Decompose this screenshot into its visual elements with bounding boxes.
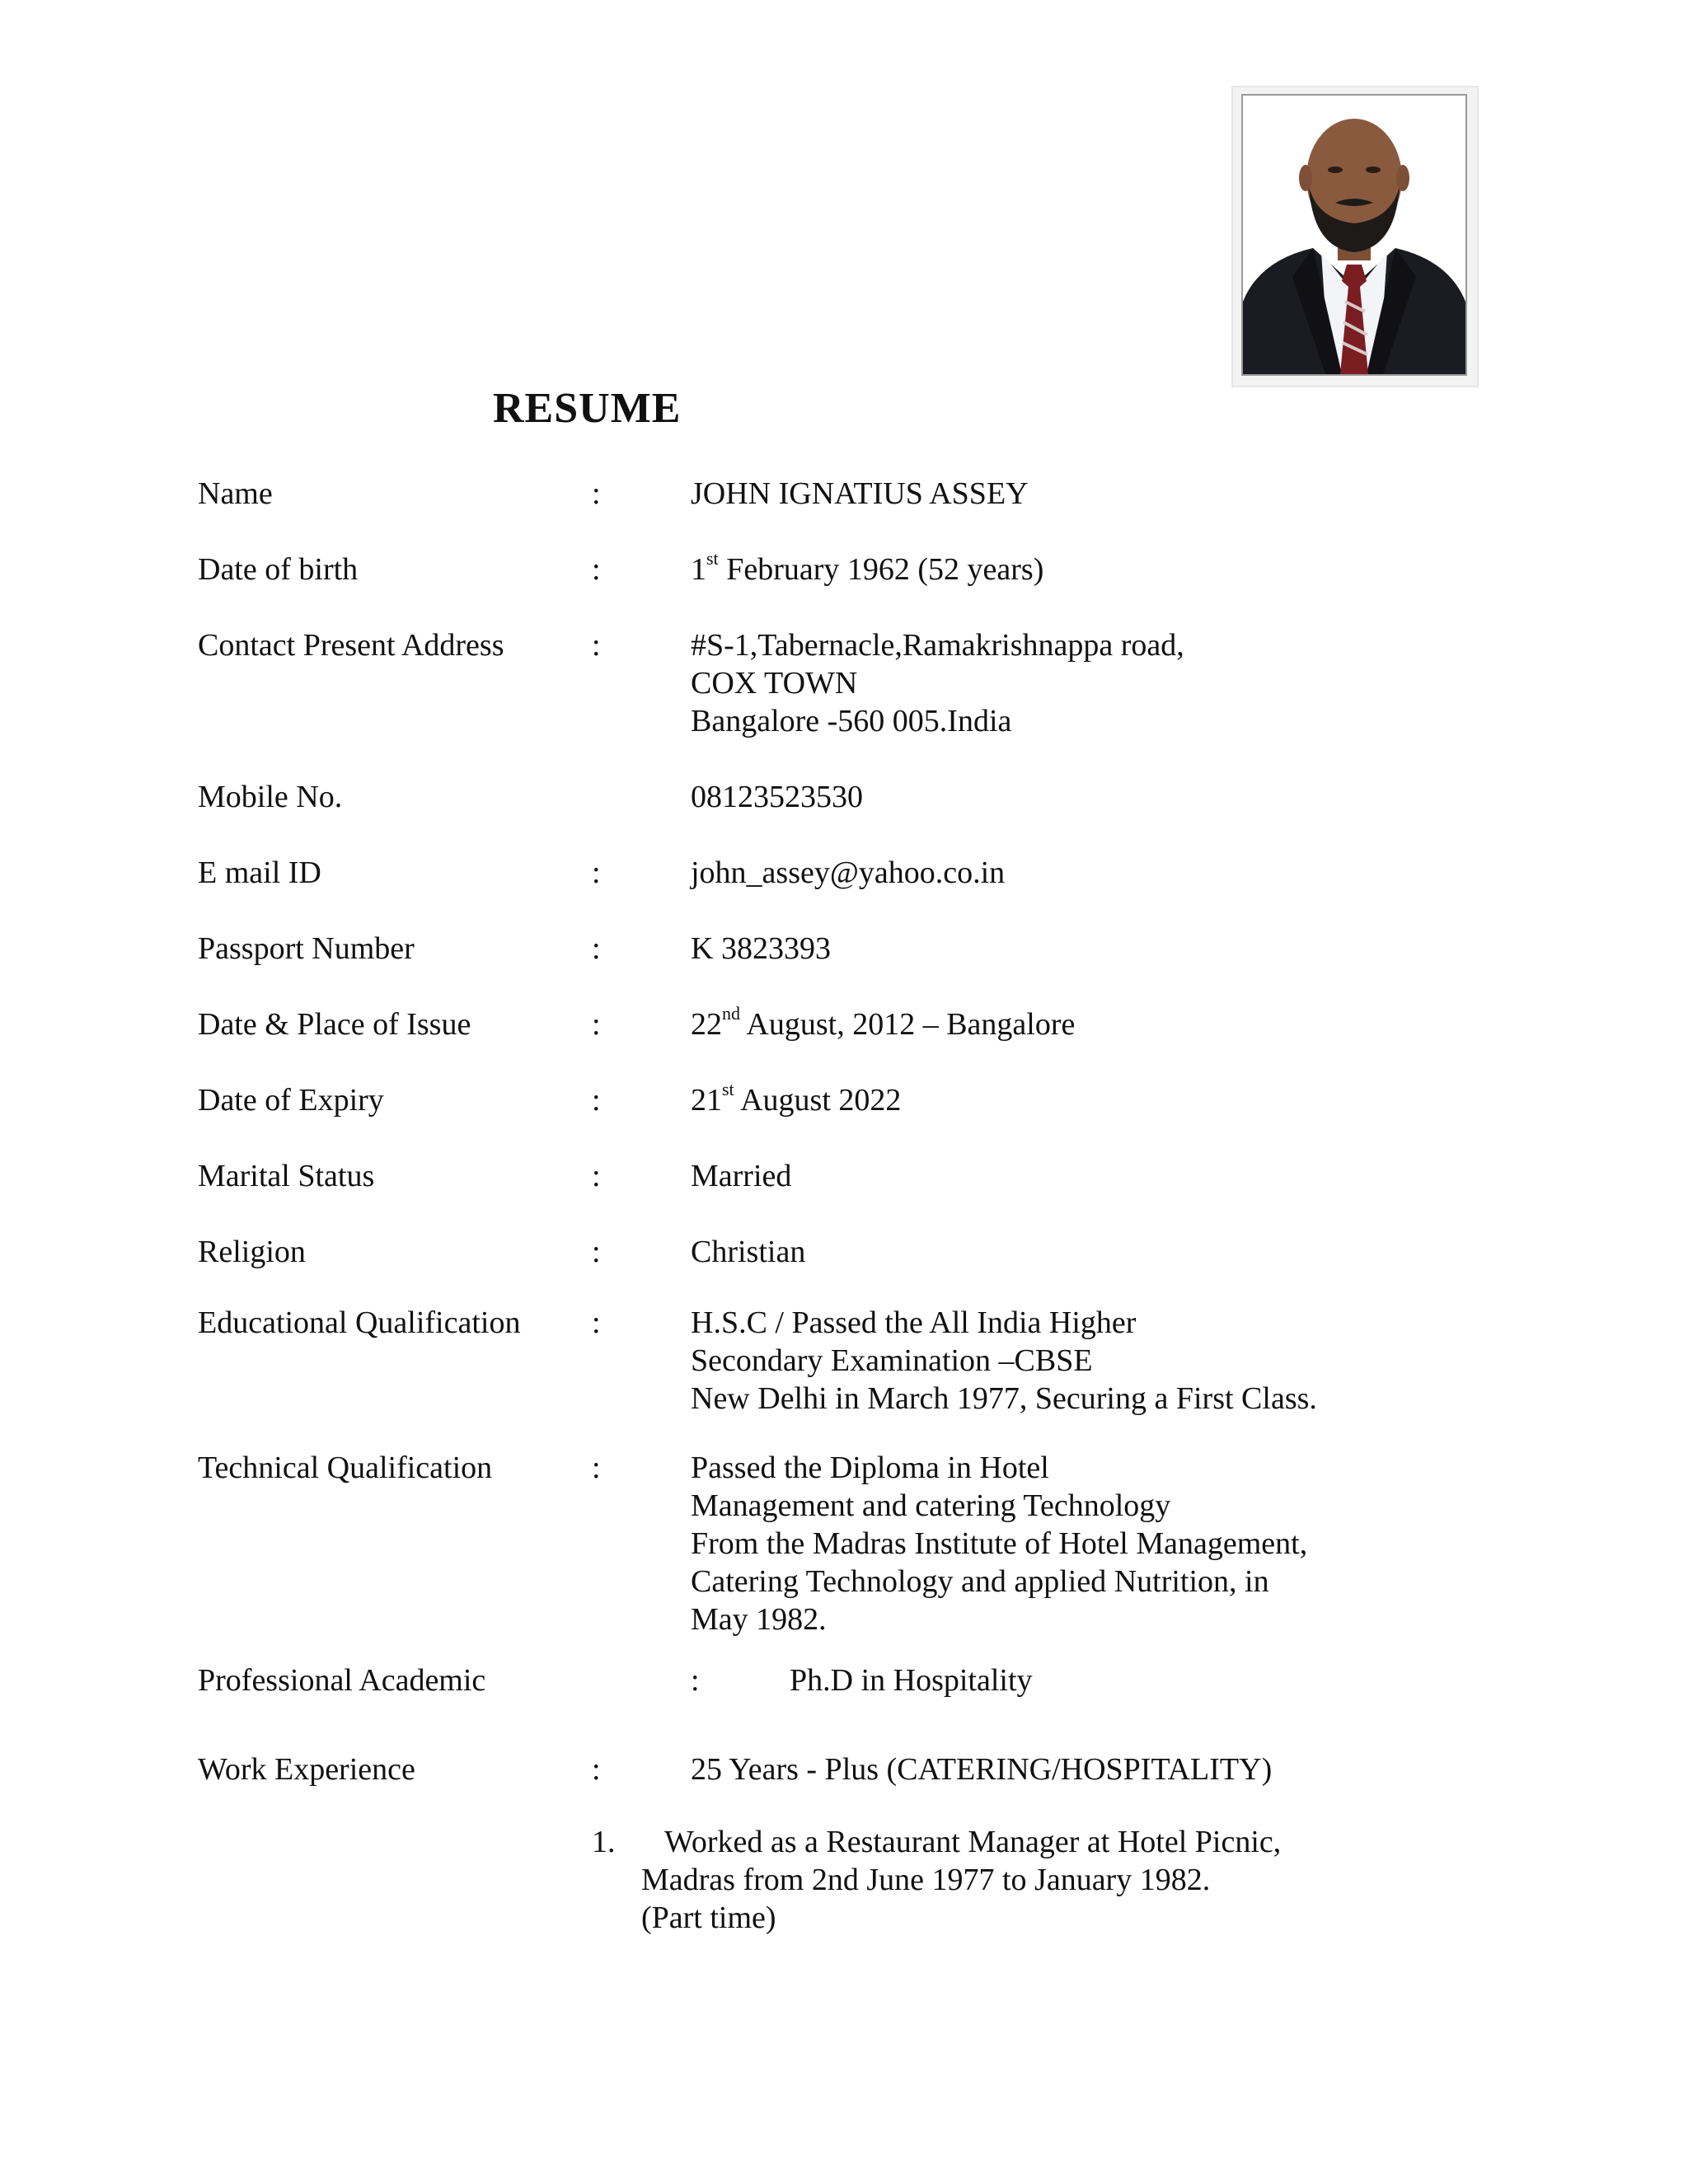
field-value [691, 1304, 1317, 1418]
work-item-line: Worked as a Restaurant Manager at Hotel Picnic, [664, 1825, 1282, 1859]
field-colon: : [592, 1007, 601, 1042]
technical-line: From the Madras Institute of Hotel Management, [691, 1526, 1308, 1561]
field-label: Educational Qualification [198, 1305, 521, 1340]
field-value [691, 626, 1184, 740]
field-colon: : [592, 628, 601, 663]
field-label: Professional Academic [198, 1663, 486, 1698]
field-label: Date & Place of Issue [198, 1007, 471, 1042]
portrait-icon [1243, 96, 1465, 374]
field-value: 08123523530 [691, 780, 863, 814]
value-suffix: nd [722, 1003, 740, 1024]
field-value [691, 1081, 901, 1119]
education-line: New Delhi in March 1977, Securing a First Class. [691, 1381, 1317, 1416]
address-line: Bangalore -560 005.India [691, 704, 1012, 738]
field-value: john_assey@yahoo.co.in [691, 855, 1006, 890]
field-value: 25 Years - Plus (CATERING/HOSPITALITY) [691, 1752, 1273, 1787]
field-value: Ph.D in Hospitality [790, 1663, 1033, 1698]
value-day: 21 [691, 1083, 722, 1118]
value-rest: August 2022 [734, 1083, 902, 1118]
field-value: Christian [691, 1235, 806, 1269]
education-line: H.S.C / Passed the All India Higher [691, 1305, 1137, 1340]
technical-line: Management and catering Technology [691, 1488, 1171, 1523]
field-value [691, 548, 1044, 588]
field-label: Technical Qualification [198, 1451, 493, 1485]
address-line: COX TOWN [691, 666, 858, 701]
technical-line: May 1982. [691, 1602, 827, 1637]
page-title: RESUME [493, 385, 682, 432]
field-label: Marital Status [198, 1159, 375, 1193]
field-colon: : [592, 1235, 601, 1269]
technical-line: Catering Technology and applied Nutrition, in [691, 1564, 1269, 1599]
field-value [691, 1005, 1075, 1043]
field-colon: : [592, 1752, 601, 1787]
value-rest: February 1962 (52 years) [718, 552, 1044, 587]
field-label: Mobile No. [198, 780, 343, 814]
education-line: Secondary Examination –CBSE [691, 1343, 1093, 1378]
work-item-line: Madras from 2nd June 1977 to January 1982. [641, 1863, 1211, 1897]
field-label: E mail ID [198, 855, 321, 890]
field-colon: : [592, 476, 601, 511]
field-label: Date of Expiry [198, 1083, 384, 1118]
field-colon: : [592, 552, 601, 587]
field-label: Work Experience [198, 1752, 415, 1787]
field-value: Married [691, 1159, 792, 1193]
work-item-number: 1. [592, 1825, 616, 1859]
value-day: 22 [691, 1007, 722, 1042]
value-rest: August, 2012 – Bangalore [740, 1007, 1076, 1042]
field-label: Passport Number [198, 931, 415, 966]
value-suffix: st [722, 1079, 734, 1099]
field-label: Date of birth [198, 552, 359, 587]
portrait-photo [1241, 94, 1467, 376]
field-colon: : [592, 1451, 601, 1485]
value-suffix: st [706, 548, 719, 569]
field-colon: : [592, 855, 601, 890]
address-line: #S-1,Tabernacle,Ramakrishnappa road, [691, 628, 1184, 663]
work-item-text [641, 1823, 1281, 1937]
field-colon: : [592, 1159, 601, 1193]
field-value [691, 1449, 1307, 1638]
photo-frame [1233, 87, 1477, 386]
field-label: Contact Present Address [198, 628, 504, 663]
field-colon: : [592, 1083, 601, 1118]
technical-line: Passed the Diploma in Hotel [691, 1451, 1049, 1485]
field-colon: : [592, 1305, 601, 1340]
field-colon: : [691, 1663, 700, 1698]
field-value: K 3823393 [691, 931, 831, 966]
value-day: 1 [691, 552, 706, 587]
field-value: JOHN IGNATIUS ASSEY [691, 476, 1029, 511]
work-item-line: (Part time) [641, 1900, 776, 1935]
field-label: Religion [198, 1235, 306, 1269]
field-label: Name [198, 476, 273, 511]
field-colon: : [592, 931, 601, 966]
